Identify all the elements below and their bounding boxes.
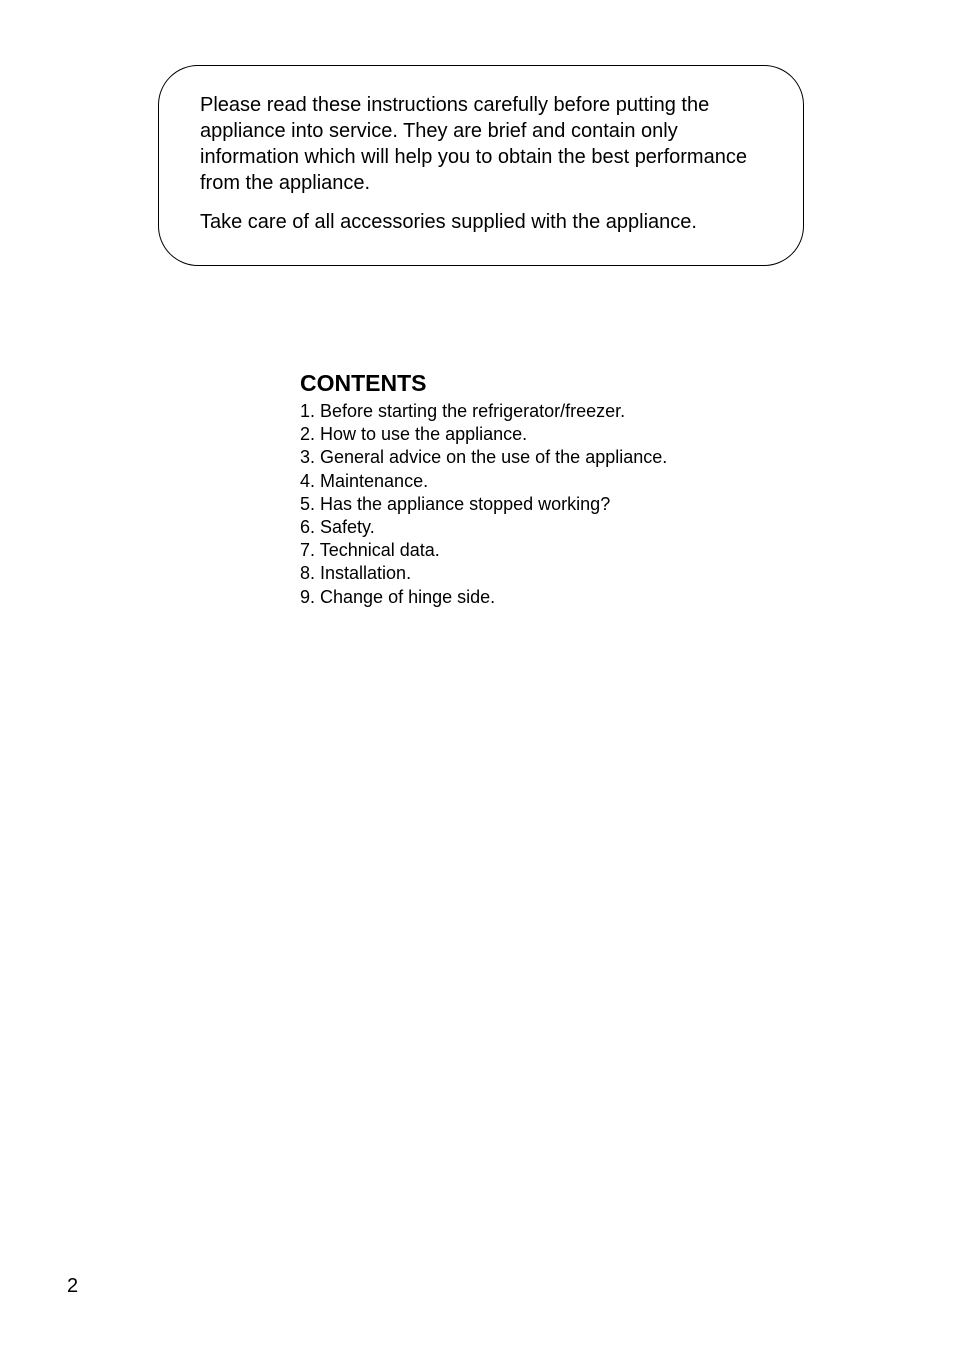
notice-paragraph-accessories: Take care of all accessories supplied with the appliance. [200, 211, 697, 233]
contents-item-technical-data: 7. Technical data. [300, 540, 440, 561]
contents-list [300, 400, 800, 609]
contents-item-installation: 8. Installation. [300, 563, 412, 584]
contents-item-safety: 6. Safety. [300, 517, 375, 538]
contents-title: CONTENTS [300, 370, 427, 396]
notice-box [158, 65, 804, 266]
contents-item-general-advice: 3. General advice on the use of the appliance. [300, 447, 668, 468]
contents-item-stopped-working: 5. Has the appliance stopped working? [300, 493, 611, 514]
contents-item-maintenance: 4. Maintenance. [300, 470, 429, 491]
contents-item-how-to-use: 2. How to use the appliance. [300, 424, 528, 445]
contents-section [300, 368, 800, 609]
contents-item-hinge-side: 9. Change of hinge side. [300, 586, 496, 607]
notice-paragraph-instructions: Please read these instructions carefully before putting the appliance into service. They are brief and contain only information which will help you to obtain the best performance from the appliance. [200, 94, 747, 194]
page-number: 2 [67, 1275, 79, 1297]
contents-item-before-starting: 1. Before starting the refrigerator/freezer. [300, 401, 626, 421]
